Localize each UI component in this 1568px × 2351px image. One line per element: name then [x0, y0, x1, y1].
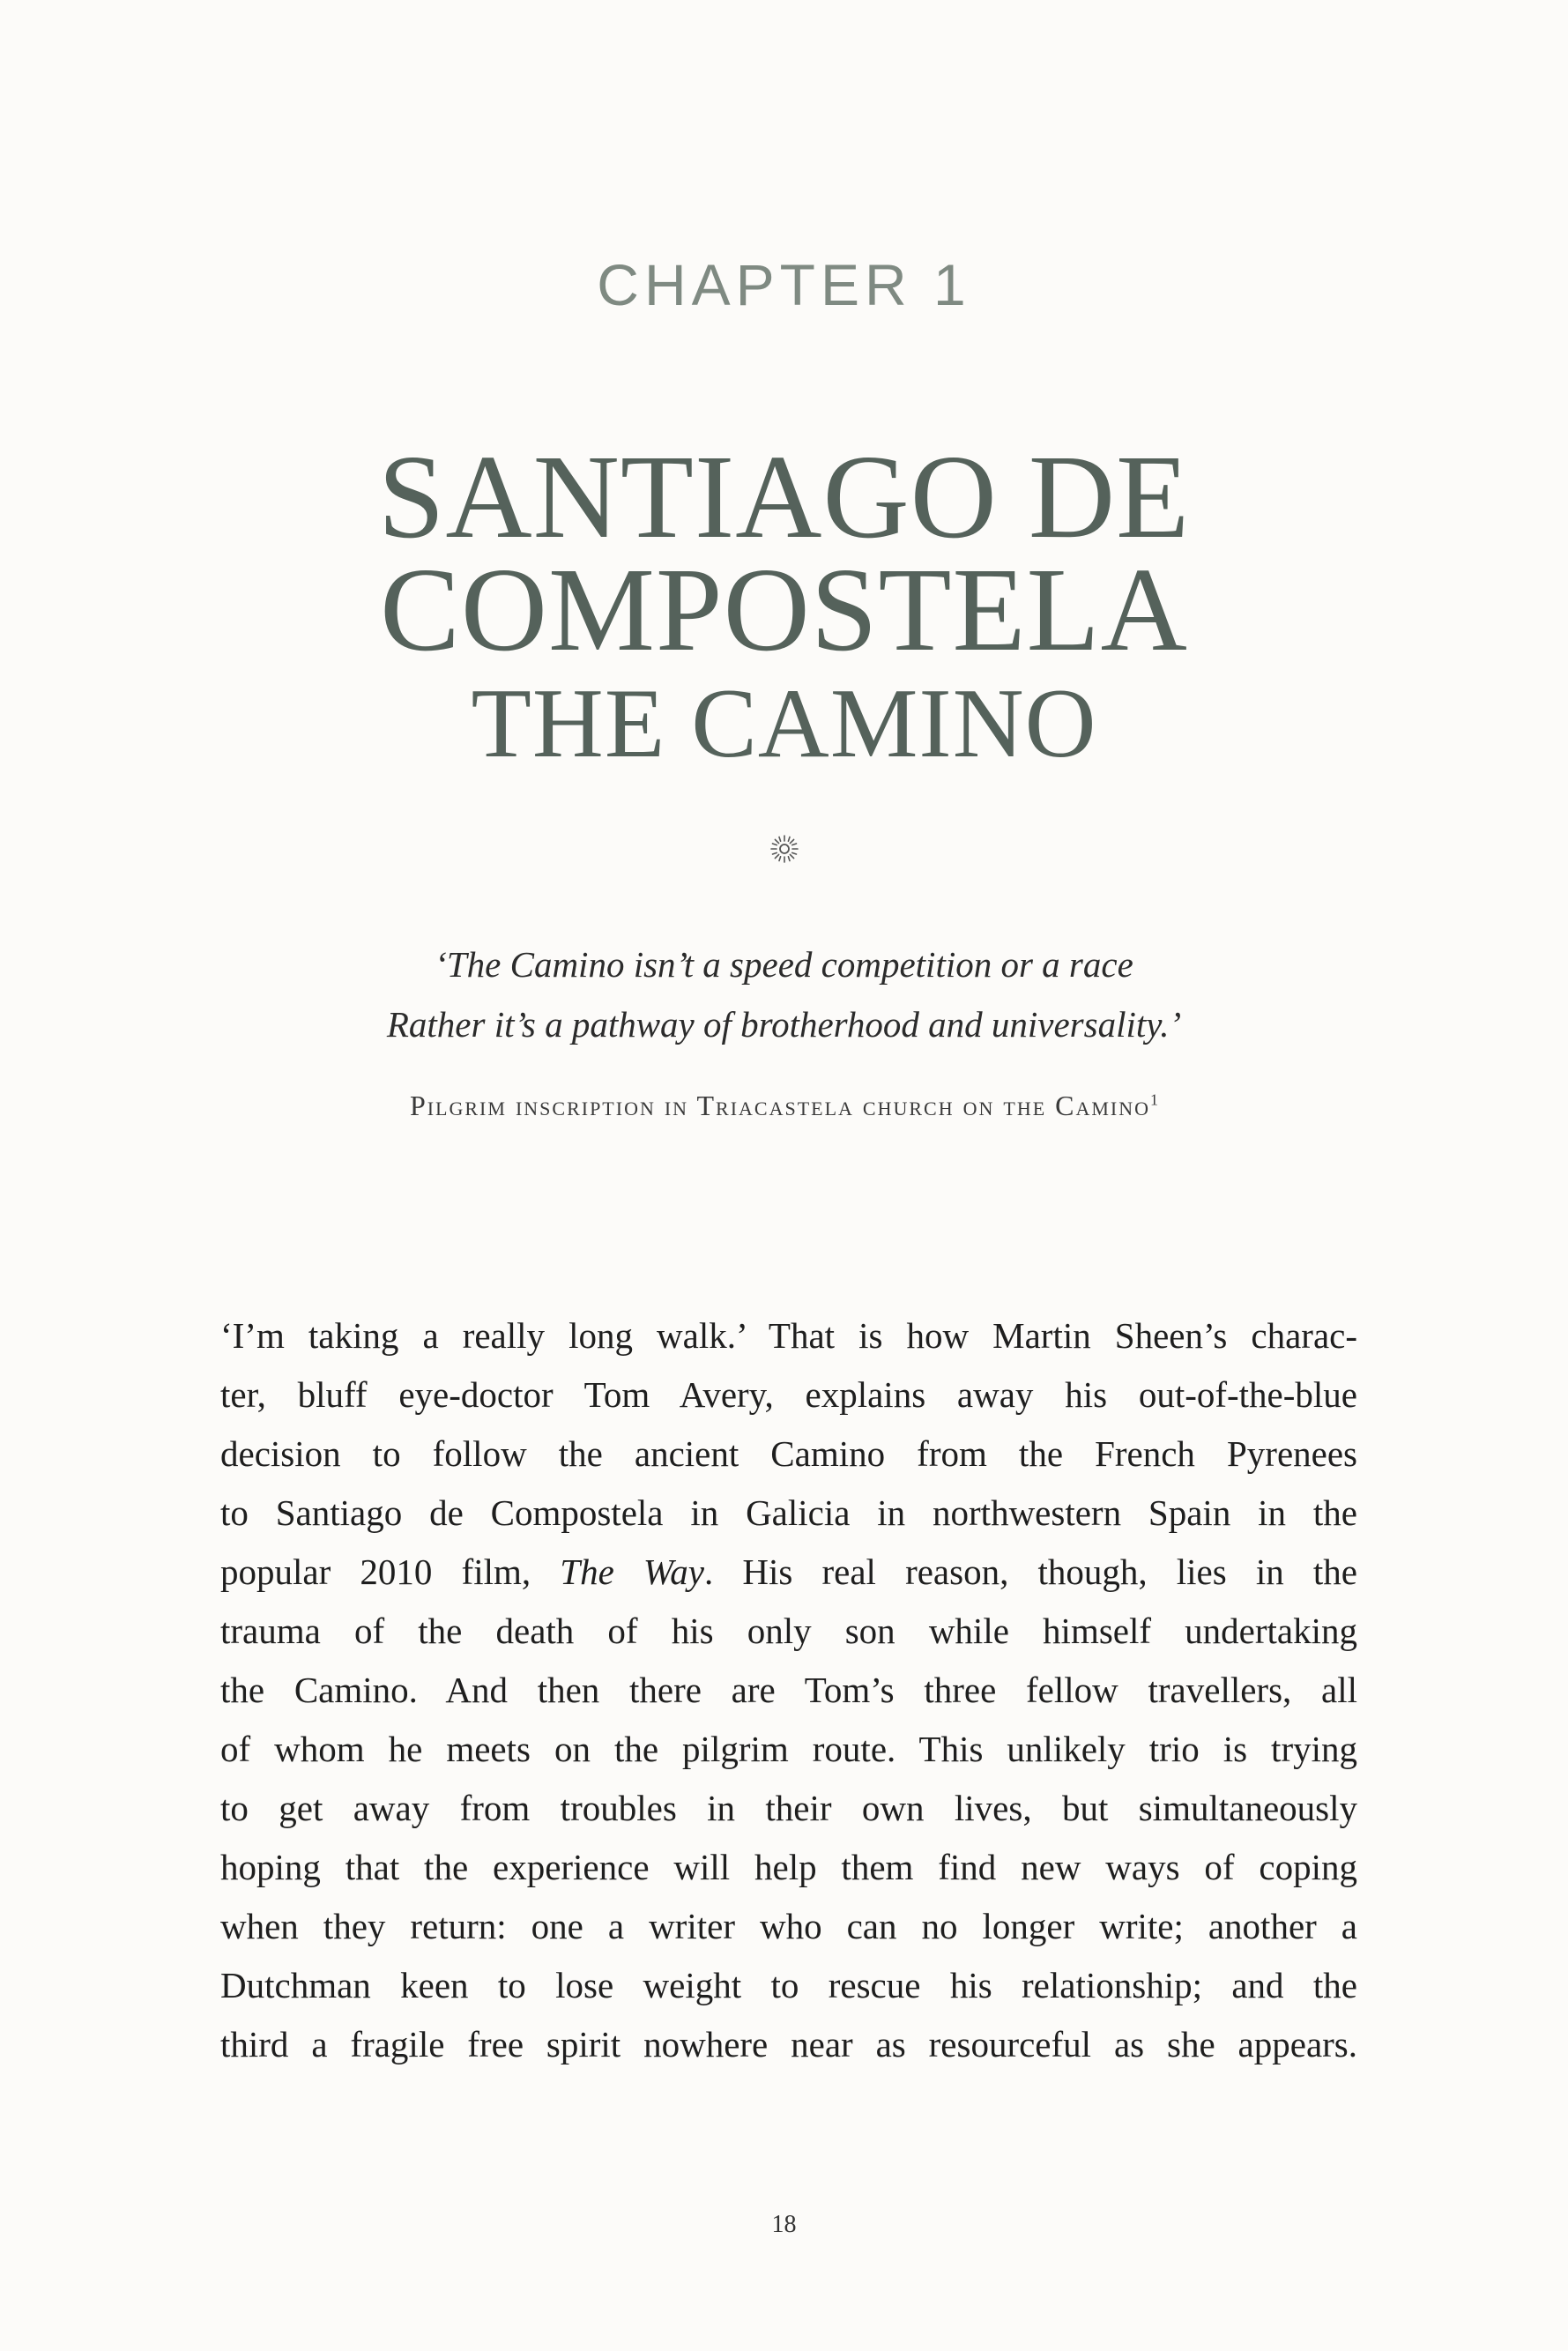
body-line: trauma of the death of his only son while himself undertaking: [220, 1611, 1357, 1651]
body-line: when they return: one a writer who can no longer write; another a: [220, 1906, 1357, 1946]
body-line: third a fragile free spirit nowhere near as resourceful as she appears.: [220, 2024, 1357, 2065]
body-line: of whom he meets on the pilgrim route. This unlikely trio is trying: [220, 1729, 1357, 1769]
epigraph-line-1: ‘The Camino isn’t a speed competition or a race: [435, 944, 1133, 985]
epigraph: [0, 934, 1568, 1054]
chapter-label: CHAPTER 1: [597, 252, 971, 317]
body-line: the Camino. And then there are Tom’s three fellow travellers, all: [220, 1670, 1357, 1710]
sun-ornament-icon: [769, 834, 799, 864]
chapter-title-line-1: SANTIAGO DE: [377, 431, 1191, 563]
epigraph-line-2: Rather it’s a pathway of brotherhood and universality.’: [386, 1004, 1182, 1045]
chapter-title: [0, 431, 1568, 781]
body-line-text: . His real reason, though, lies in the: [704, 1551, 1357, 1592]
attribution-text: Pilgrim inscription in Triacastela church on the Camino: [409, 1090, 1151, 1121]
body-paragraph: [220, 1306, 1357, 2074]
epigraph-attribution: [0, 1090, 1568, 1122]
chapter-title-line-2: COMPOSTELA: [380, 544, 1188, 676]
body-line: ter, bluff eye-doctor Tom Avery, explains away his out-of-the-blue: [220, 1374, 1357, 1415]
body-line: ‘I’m taking a really long walk.’ That is how Martin Sheen’s charac-: [220, 1315, 1357, 1356]
body-line: to get away from troubles in their own lives, but simultaneously: [220, 1788, 1357, 1828]
body-line: [220, 1543, 1357, 1602]
body-line-text: popular 2010 film,: [220, 1551, 561, 1592]
chapter-subtitle: THE CAMINO: [471, 669, 1097, 778]
body-line: hoping that the experience will help them find new ways of coping: [220, 1847, 1357, 1887]
footnote-marker[interactable]: 1: [1150, 1090, 1159, 1109]
film-title: The Way: [560, 1551, 704, 1592]
body-line: decision to follow the ancient Camino from the French Pyrenees: [220, 1433, 1357, 1474]
page-number: 18: [771, 2211, 797, 2238]
body-line: Dutchman keen to lose weight to rescue his relationship; and the: [220, 1965, 1357, 2005]
body-line: to Santiago de Compostela in Galicia in northwestern Spain in the: [220, 1492, 1357, 1533]
